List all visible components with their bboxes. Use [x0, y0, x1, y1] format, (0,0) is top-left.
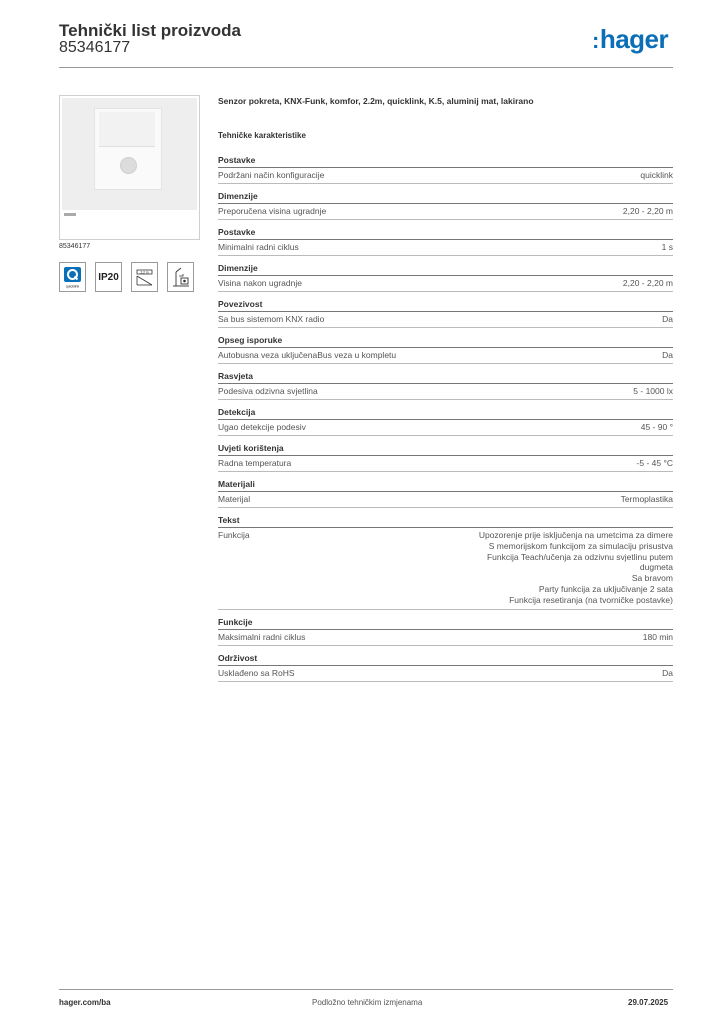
spec-value: 45 - 90 ° [640, 422, 673, 432]
section-title: Materijali [218, 479, 255, 489]
spec-row [218, 312, 673, 328]
spec-value: quicklink [640, 170, 673, 180]
spec-row [218, 666, 673, 682]
section-title: Dimenzije [218, 191, 258, 201]
section-title: Održivost [218, 652, 258, 663]
section-title: Dimenzije [218, 263, 258, 273]
spec-value: 5 - 1000 lx [633, 386, 673, 396]
technical-characteristics-heading: Tehničke karakteristike [218, 131, 306, 140]
spec-section [218, 334, 673, 364]
spec-section [218, 154, 673, 184]
spec-label: Sa bus sistemom KNX radio [218, 314, 325, 324]
spec-row [218, 168, 673, 184]
spec-value: Da [662, 350, 673, 360]
motion-sensor-picture [94, 108, 162, 190]
spec-label: Autobusna veza uključenaBus veza u kompletu [218, 350, 397, 360]
product-sku-caption: 85346177 [59, 243, 91, 250]
quicklink-icon [59, 262, 86, 292]
svg-text:quicklink: quicklink [65, 284, 80, 289]
section-title: Detekcija [218, 407, 256, 417]
page-title: Tehnički list proizvoda [59, 21, 241, 40]
spec-row [218, 456, 673, 472]
footer-divider [59, 989, 673, 990]
spec-section [218, 514, 673, 610]
function-line: Funkcija Teach/učenja za odzivnu svjetlinu putem [486, 551, 673, 562]
spec-section [218, 262, 673, 292]
spec-value: 2,20 - 2,20 m [622, 278, 673, 288]
section-title: Uvjeti korištenja [218, 443, 284, 453]
spec-label: Radna temperatura [218, 458, 292, 468]
spec-label: Usklađeno sa RoHS [218, 667, 295, 678]
footer-date: 29.07.2025 [628, 998, 669, 1007]
spec-label: Maksimalni radni ciklus [218, 631, 306, 642]
function-line: Funkcija resetiranja (na tvorničke postavke) [509, 594, 673, 605]
section-title: Tekst [218, 515, 240, 525]
spec-section [218, 616, 673, 646]
spec-row [218, 630, 673, 646]
article-number: 85346177 [59, 39, 131, 56]
spec-label: Visina nakon ugradnje [218, 278, 302, 288]
spec-section [218, 406, 673, 436]
spec-value: Da [662, 314, 673, 324]
spec-section [218, 190, 673, 220]
spec-section [218, 298, 673, 328]
spec-section [218, 478, 673, 508]
footer-note: Podložno tehničkim izmjenama [312, 998, 423, 1007]
function-line: Sa bravom [631, 573, 673, 584]
spec-label: Minimalni radni ciklus [218, 242, 299, 252]
spec-value: 180 min [642, 631, 673, 642]
mounting-icon [167, 262, 194, 292]
function-line: dugmeta [639, 562, 673, 573]
spec-row [218, 348, 673, 364]
function-list [479, 530, 673, 606]
section-title: Postavke [218, 227, 256, 237]
spec-label: Funkcija [218, 530, 250, 540]
footer-website-link[interactable]: hager.com/ba [59, 998, 111, 1007]
spec-table [218, 154, 673, 688]
spec-value: 2,20 - 2,20 m [622, 206, 673, 216]
function-line: Upozorenje prije isključenja na umetcima za dimere [478, 530, 673, 540]
spec-section [218, 442, 673, 472]
spec-row [218, 204, 673, 220]
spec-value: -5 - 45 °C [636, 458, 673, 468]
thumbnail-marker [64, 213, 76, 216]
svg-text:2,2 m: 2,2 m [140, 270, 149, 275]
function-line: S memorijskom funkcijom za simulaciju prisustva [488, 540, 673, 551]
function-line: Party funkcija za uključivanje 2 sata [538, 583, 673, 594]
product-description: Senzor pokreta, KNX-Funk, komfor, 2.2m, quicklink, K.5, aluminij mat, lakirano [218, 96, 534, 106]
spec-section [218, 370, 673, 400]
hager-logo: :hager [592, 24, 669, 54]
spec-label: Ugao detekcije podesiv [218, 422, 306, 432]
section-title: Funkcije [218, 616, 253, 627]
section-title: Opseg isporuke [218, 335, 283, 345]
section-title: Rasvjeta [218, 371, 253, 381]
spec-value: Termoplastika [620, 494, 673, 504]
spec-value: 1 s [661, 242, 673, 252]
ip20-icon: IP20 [95, 262, 122, 292]
section-title: Povezivost [218, 299, 263, 309]
spec-row [218, 240, 673, 256]
spec-section [218, 226, 673, 256]
height-2.2m-icon [131, 262, 158, 292]
spec-label: Podržani način konfiguracije [218, 170, 325, 180]
spec-row [218, 492, 673, 508]
spec-label: Podesiva odzivna svjetlina [218, 386, 318, 396]
spec-row [218, 528, 673, 610]
spec-row [218, 420, 673, 436]
spec-label: Materijal [218, 494, 251, 504]
certification-icons [59, 262, 194, 292]
spec-section [218, 652, 673, 682]
spec-row [218, 384, 673, 400]
header-divider [59, 67, 673, 68]
spec-label: Preporučena visina ugradnje [218, 206, 327, 216]
product-image [59, 95, 200, 240]
spec-value: Da [662, 667, 673, 678]
sensor-lens [120, 157, 137, 174]
section-title: Postavke [218, 155, 256, 165]
spec-row [218, 276, 673, 292]
